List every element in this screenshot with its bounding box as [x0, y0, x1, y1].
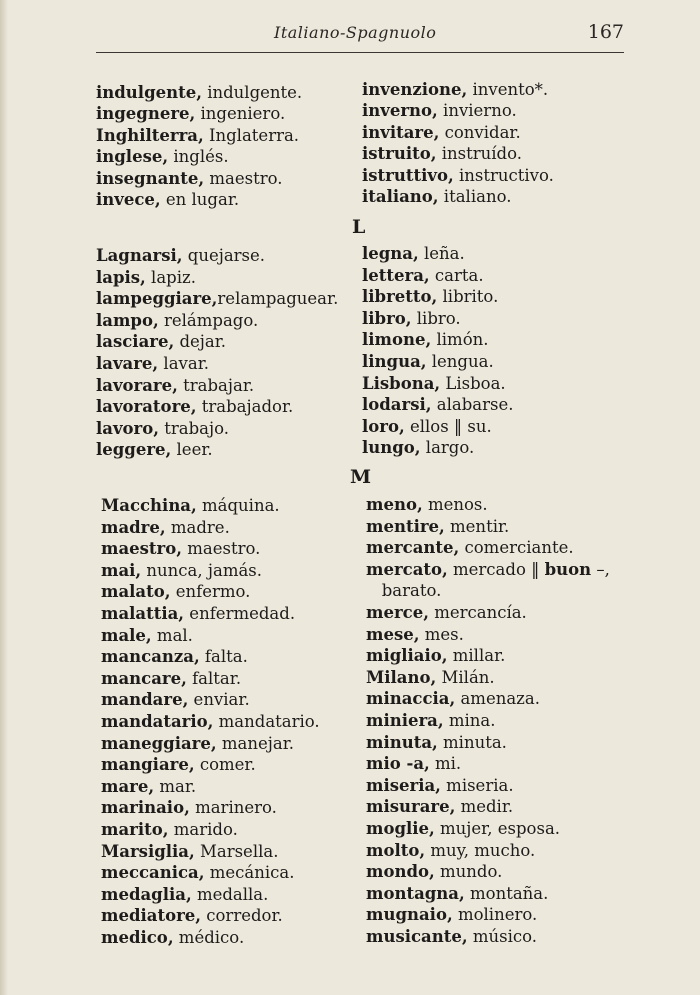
entry-term: marito, — [101, 819, 169, 839]
entry-translation: librito. — [437, 287, 499, 307]
entry-term: lavoratore, — [96, 397, 197, 417]
dictionary-entry — [366, 559, 610, 581]
entry-translation: enfermo. — [170, 582, 251, 602]
entry-translation: libro. — [411, 308, 461, 328]
entry-translation: enviar. — [188, 690, 250, 710]
entry-term: mio -a, — [366, 754, 430, 774]
entry-term: mentire, — [366, 516, 445, 536]
entry-translation: quejarse. — [182, 246, 266, 265]
entry-term: molto, — [366, 840, 426, 860]
dictionary-entry — [366, 667, 610, 689]
dictionary-entry — [366, 775, 610, 797]
entry-translation: trabajador. — [196, 397, 294, 417]
dictionary-entry — [362, 437, 513, 459]
entry-translation: montaña. — [464, 883, 549, 903]
entry-term: mancanza, — [101, 647, 200, 667]
entry-term: indulgente, — [96, 83, 202, 102]
entry-translation: comerciante. — [459, 538, 574, 558]
entry-translation: italiano. — [438, 187, 512, 207]
entry-translation: lapiz. — [145, 267, 196, 287]
entry-term: ingegnere, — [96, 104, 196, 124]
dictionary-entry — [101, 819, 320, 841]
entry-translation: inglés. — [168, 147, 229, 167]
entry-term: italiano, — [362, 187, 439, 207]
entry-term: Milano, — [366, 667, 437, 687]
entry-translation: marinero. — [189, 798, 277, 818]
entry-term: migliaio, — [366, 646, 448, 666]
entry-translation: molinero. — [452, 905, 538, 925]
dictionary-entry — [96, 189, 302, 210]
dictionary-entry — [101, 711, 320, 733]
entry-term: lavorare, — [96, 375, 178, 395]
dictionary-entry — [362, 122, 554, 143]
entry-term: meccanica, — [101, 863, 205, 883]
entry-translation: Marsella. — [194, 841, 279, 861]
entry-term: Inghilterra, — [96, 125, 204, 145]
dictionary-entry — [96, 439, 338, 461]
entry-term: Lagnarsi, — [96, 246, 183, 265]
entry-translation: mar. — [154, 776, 197, 796]
entry-term: inverno, — [362, 101, 438, 121]
dictionary-entry — [362, 143, 554, 164]
entry-translation: marido. — [168, 819, 238, 839]
entry-translation: médico. — [173, 927, 245, 947]
dictionary-entry — [101, 668, 320, 690]
dictionary-entry — [96, 396, 338, 418]
entry-translation: maestro. — [204, 168, 283, 188]
entry-translation: ingeniero. — [195, 104, 286, 124]
entry-translation: indulgente. — [201, 83, 303, 102]
entry-term: malattia, — [101, 603, 185, 623]
dictionary-entry — [362, 265, 513, 287]
dictionary-entry — [96, 82, 302, 103]
entries-l-right — [362, 243, 513, 459]
entry-translation: lavar. — [158, 353, 210, 373]
entry-term: mancare, — [101, 668, 187, 688]
entry-translation: enfermedad. — [184, 603, 296, 623]
dictionary-entry — [366, 537, 610, 559]
entry-translation: miseria. — [440, 775, 514, 795]
entry-translation: mujer, esposa. — [434, 818, 561, 838]
entry-translation: leña. — [418, 244, 465, 263]
entry-term: lavoro, — [96, 418, 159, 438]
dictionary-entry — [362, 416, 513, 438]
entry-translation: leer. — [171, 440, 213, 460]
entry-term: misurare, — [366, 797, 456, 817]
entry-term: lavare, — [96, 353, 159, 373]
dictionary-entry — [366, 904, 610, 926]
dictionary-entry — [366, 753, 610, 775]
dictionary-entry — [101, 905, 320, 927]
dictionary-entry — [366, 732, 610, 754]
entry-term: mercato, — [366, 559, 448, 579]
dictionary-entry — [96, 245, 338, 267]
entry-term: maestro, — [101, 539, 183, 559]
dictionary-entry — [362, 100, 554, 121]
dictionary-entry — [96, 168, 302, 189]
entry-translation: mi. — [429, 754, 462, 774]
entry-term: lampeggiare, — [96, 289, 218, 309]
entry-term: insegnante, — [96, 168, 205, 188]
entry-term: mandatario, — [101, 711, 214, 731]
entry-term: mugnaio, — [366, 905, 453, 925]
dictionary-entry — [366, 645, 610, 667]
dictionary-entry — [101, 754, 320, 776]
entries-l-left — [96, 245, 338, 461]
entry-translation: mercancía. — [428, 602, 527, 622]
dictionary-entry — [96, 267, 338, 289]
entry-term: meno, — [366, 495, 423, 514]
entry-subtranslation: –, — [591, 559, 610, 579]
dictionary-entry — [101, 841, 320, 863]
dictionary-entry — [96, 125, 302, 146]
entry-translation: en lugar. — [160, 190, 240, 210]
entry-translation: maestro. — [182, 539, 261, 559]
entry-term: lapis, — [96, 267, 146, 287]
entry-term: merce, — [366, 602, 429, 622]
entry-term: istruito, — [362, 144, 437, 164]
dictionary-entry — [101, 884, 320, 906]
entry-translation: mina. — [443, 710, 496, 730]
dictionary-entry — [362, 351, 513, 373]
dictionary-entry — [101, 776, 320, 798]
entry-translation: invierno. — [437, 101, 517, 121]
entry-translation: falta. — [199, 647, 248, 667]
entry-translation: barato. — [366, 581, 442, 601]
entry-translation: mercado ‖ — [447, 559, 545, 579]
entry-translation: madre. — [165, 517, 230, 537]
entry-term: medico, — [101, 927, 174, 947]
entry-translation: mentir. — [444, 516, 510, 536]
entry-term: mese, — [366, 624, 420, 644]
entry-translation: Lisboa. — [440, 373, 506, 393]
dictionary-entry — [366, 624, 610, 646]
dictionary-entry — [366, 688, 610, 710]
dictionary-entry — [101, 560, 320, 582]
entry-term: moglie, — [366, 818, 435, 838]
entry-term: invece, — [96, 190, 161, 210]
dictionary-entry — [101, 733, 320, 755]
entry-term: loro, — [362, 416, 405, 436]
entry-term: mondo, — [366, 862, 435, 882]
dictionary-entry — [96, 103, 302, 124]
entry-term: legna, — [362, 244, 419, 263]
entry-term: malato, — [101, 582, 171, 602]
entry-term: libretto, — [362, 287, 438, 307]
dictionary-entry — [366, 883, 610, 905]
dictionary-entry — [362, 165, 554, 186]
entries-m-left — [101, 495, 320, 948]
entry-translation: millar. — [447, 646, 506, 666]
entry-translation: medalla. — [191, 884, 269, 904]
entries-i-right — [362, 79, 554, 207]
dictionary-entry — [96, 418, 338, 440]
entry-term: leggere, — [96, 440, 172, 460]
dictionary-entry — [101, 797, 320, 819]
dictionary-entry — [101, 517, 320, 539]
dictionary-entry — [362, 329, 513, 351]
entry-term: Macchina, — [101, 496, 197, 515]
entry-translation: corredor. — [201, 906, 283, 926]
dictionary-entry — [366, 516, 610, 538]
section-letter-m: M — [350, 466, 373, 488]
entry-translation: lengua. — [426, 351, 494, 371]
dictionary-entry — [362, 243, 513, 265]
entry-translation: largo. — [420, 438, 475, 458]
entry-term: mandare, — [101, 690, 189, 710]
entry-translation: relampaguear. — [217, 289, 339, 309]
entry-translation: Milán. — [436, 667, 495, 687]
entry-term: istruttivo, — [362, 165, 454, 185]
dictionary-entry — [362, 186, 554, 207]
entry-translation: carta. — [429, 265, 484, 285]
dictionary-entry — [362, 394, 513, 416]
entry-translation: mecánica. — [204, 863, 295, 883]
entry-term: lampo, — [96, 310, 159, 330]
running-header — [96, 22, 624, 53]
dictionary-entry — [96, 353, 338, 375]
dictionary-entry — [366, 926, 610, 948]
dictionary-entry — [101, 603, 320, 625]
entry-translation: amenaza. — [455, 689, 540, 709]
dictionary-entry — [101, 689, 320, 711]
dictionary-entry — [366, 818, 610, 840]
dictionary-entry — [366, 861, 610, 883]
entry-term: musicante, — [366, 926, 468, 946]
dictionary-entry — [366, 602, 610, 624]
entries-i-left — [96, 82, 302, 210]
entry-term: Lisbona, — [362, 373, 441, 393]
entry-term: lasciare, — [96, 332, 175, 352]
entry-translation: trabajar. — [177, 375, 255, 395]
dictionary-entry — [101, 862, 320, 884]
entry-translation: limón. — [431, 330, 489, 350]
entry-translation: ellos ‖ su. — [404, 416, 492, 436]
entry-translation: máquina. — [196, 496, 280, 515]
dictionary-entry — [101, 495, 320, 517]
entry-translation: faltar. — [186, 668, 242, 688]
entry-term: lettera, — [362, 265, 430, 285]
dictionary-entry — [96, 288, 338, 310]
dictionary-entry — [101, 646, 320, 668]
page-number: 167 — [587, 21, 624, 43]
entry-term: maneggiare, — [101, 733, 217, 753]
entry-translation: dejar. — [174, 332, 227, 352]
entries-m-right — [366, 494, 610, 947]
entry-term: miseria, — [366, 775, 441, 795]
entry-term: invenzione, — [362, 80, 468, 99]
entry-translation: manejar. — [216, 733, 295, 753]
entry-translation: alabarse. — [431, 395, 514, 415]
entry-translation: invento*. — [467, 80, 549, 99]
entry-translation: trabajo. — [159, 418, 230, 438]
entry-subterm: buon — [544, 559, 592, 579]
entry-term: male, — [101, 625, 152, 645]
entry-translation: Inglaterra. — [203, 125, 300, 145]
dictionary-entry — [101, 581, 320, 603]
dictionary-entry — [362, 373, 513, 395]
entry-term: mai, — [101, 560, 142, 580]
entry-term: mangiare, — [101, 755, 195, 775]
entry-translation: muy, mucho. — [425, 840, 536, 860]
entry-term: lingua, — [362, 351, 427, 371]
entry-translation: mundo. — [434, 862, 503, 882]
entry-term: Marsiglia, — [101, 841, 195, 861]
dictionary-entry — [366, 840, 610, 862]
dictionary-entry — [96, 375, 338, 397]
entry-translation: nunca, jamás. — [141, 560, 263, 580]
dictionary-entry — [366, 494, 610, 516]
entry-term: mercante, — [366, 538, 460, 558]
entry-term: lodarsi, — [362, 395, 432, 415]
dictionary-entry — [366, 580, 610, 602]
dictionary-entry — [96, 331, 338, 353]
entry-translation: comer. — [194, 755, 256, 775]
entry-translation: convidar. — [439, 122, 521, 142]
entry-translation: minuta. — [437, 732, 507, 752]
entry-translation: medir. — [455, 797, 514, 817]
entry-translation: mandatario. — [213, 711, 320, 731]
header-title: Italiano-Spagnuolo — [274, 23, 437, 42]
entry-translation: instruído. — [436, 144, 523, 164]
entry-term: limone, — [362, 330, 432, 350]
entry-term: lungo, — [362, 438, 421, 458]
section-letter-l: L — [352, 216, 367, 238]
entry-term: marinaio, — [101, 798, 190, 818]
dictionary-entry — [366, 710, 610, 732]
entry-translation: mal. — [151, 625, 193, 645]
entry-term: miniera, — [366, 710, 444, 730]
page-edge — [0, 0, 8, 995]
entry-term: inglese, — [96, 147, 169, 167]
entry-term: mare, — [101, 776, 155, 796]
entry-term: montagna, — [366, 883, 465, 903]
entry-translation: mes. — [419, 624, 464, 644]
entry-translation: instructivo. — [453, 165, 554, 185]
dictionary-entry — [96, 310, 338, 332]
dictionary-entry — [362, 308, 513, 330]
entry-term: minaccia, — [366, 689, 456, 709]
dictionary-entry — [96, 146, 302, 167]
entry-term: madre, — [101, 517, 166, 537]
entry-translation: músico. — [467, 926, 538, 946]
entry-term: libro, — [362, 308, 412, 328]
entry-translation: menos. — [422, 495, 488, 514]
entry-translation: relámpago. — [158, 310, 259, 330]
dictionary-entry — [362, 286, 513, 308]
entry-term: mediatore, — [101, 906, 202, 926]
entry-term: minuta, — [366, 732, 438, 752]
dictionary-entry — [101, 927, 320, 949]
dictionary-entry — [101, 625, 320, 647]
entry-term: invitare, — [362, 122, 440, 142]
dictionary-entry — [101, 538, 320, 560]
dictionary-entry — [366, 796, 610, 818]
dictionary-entry — [362, 79, 554, 100]
entry-term: medaglia, — [101, 884, 192, 904]
